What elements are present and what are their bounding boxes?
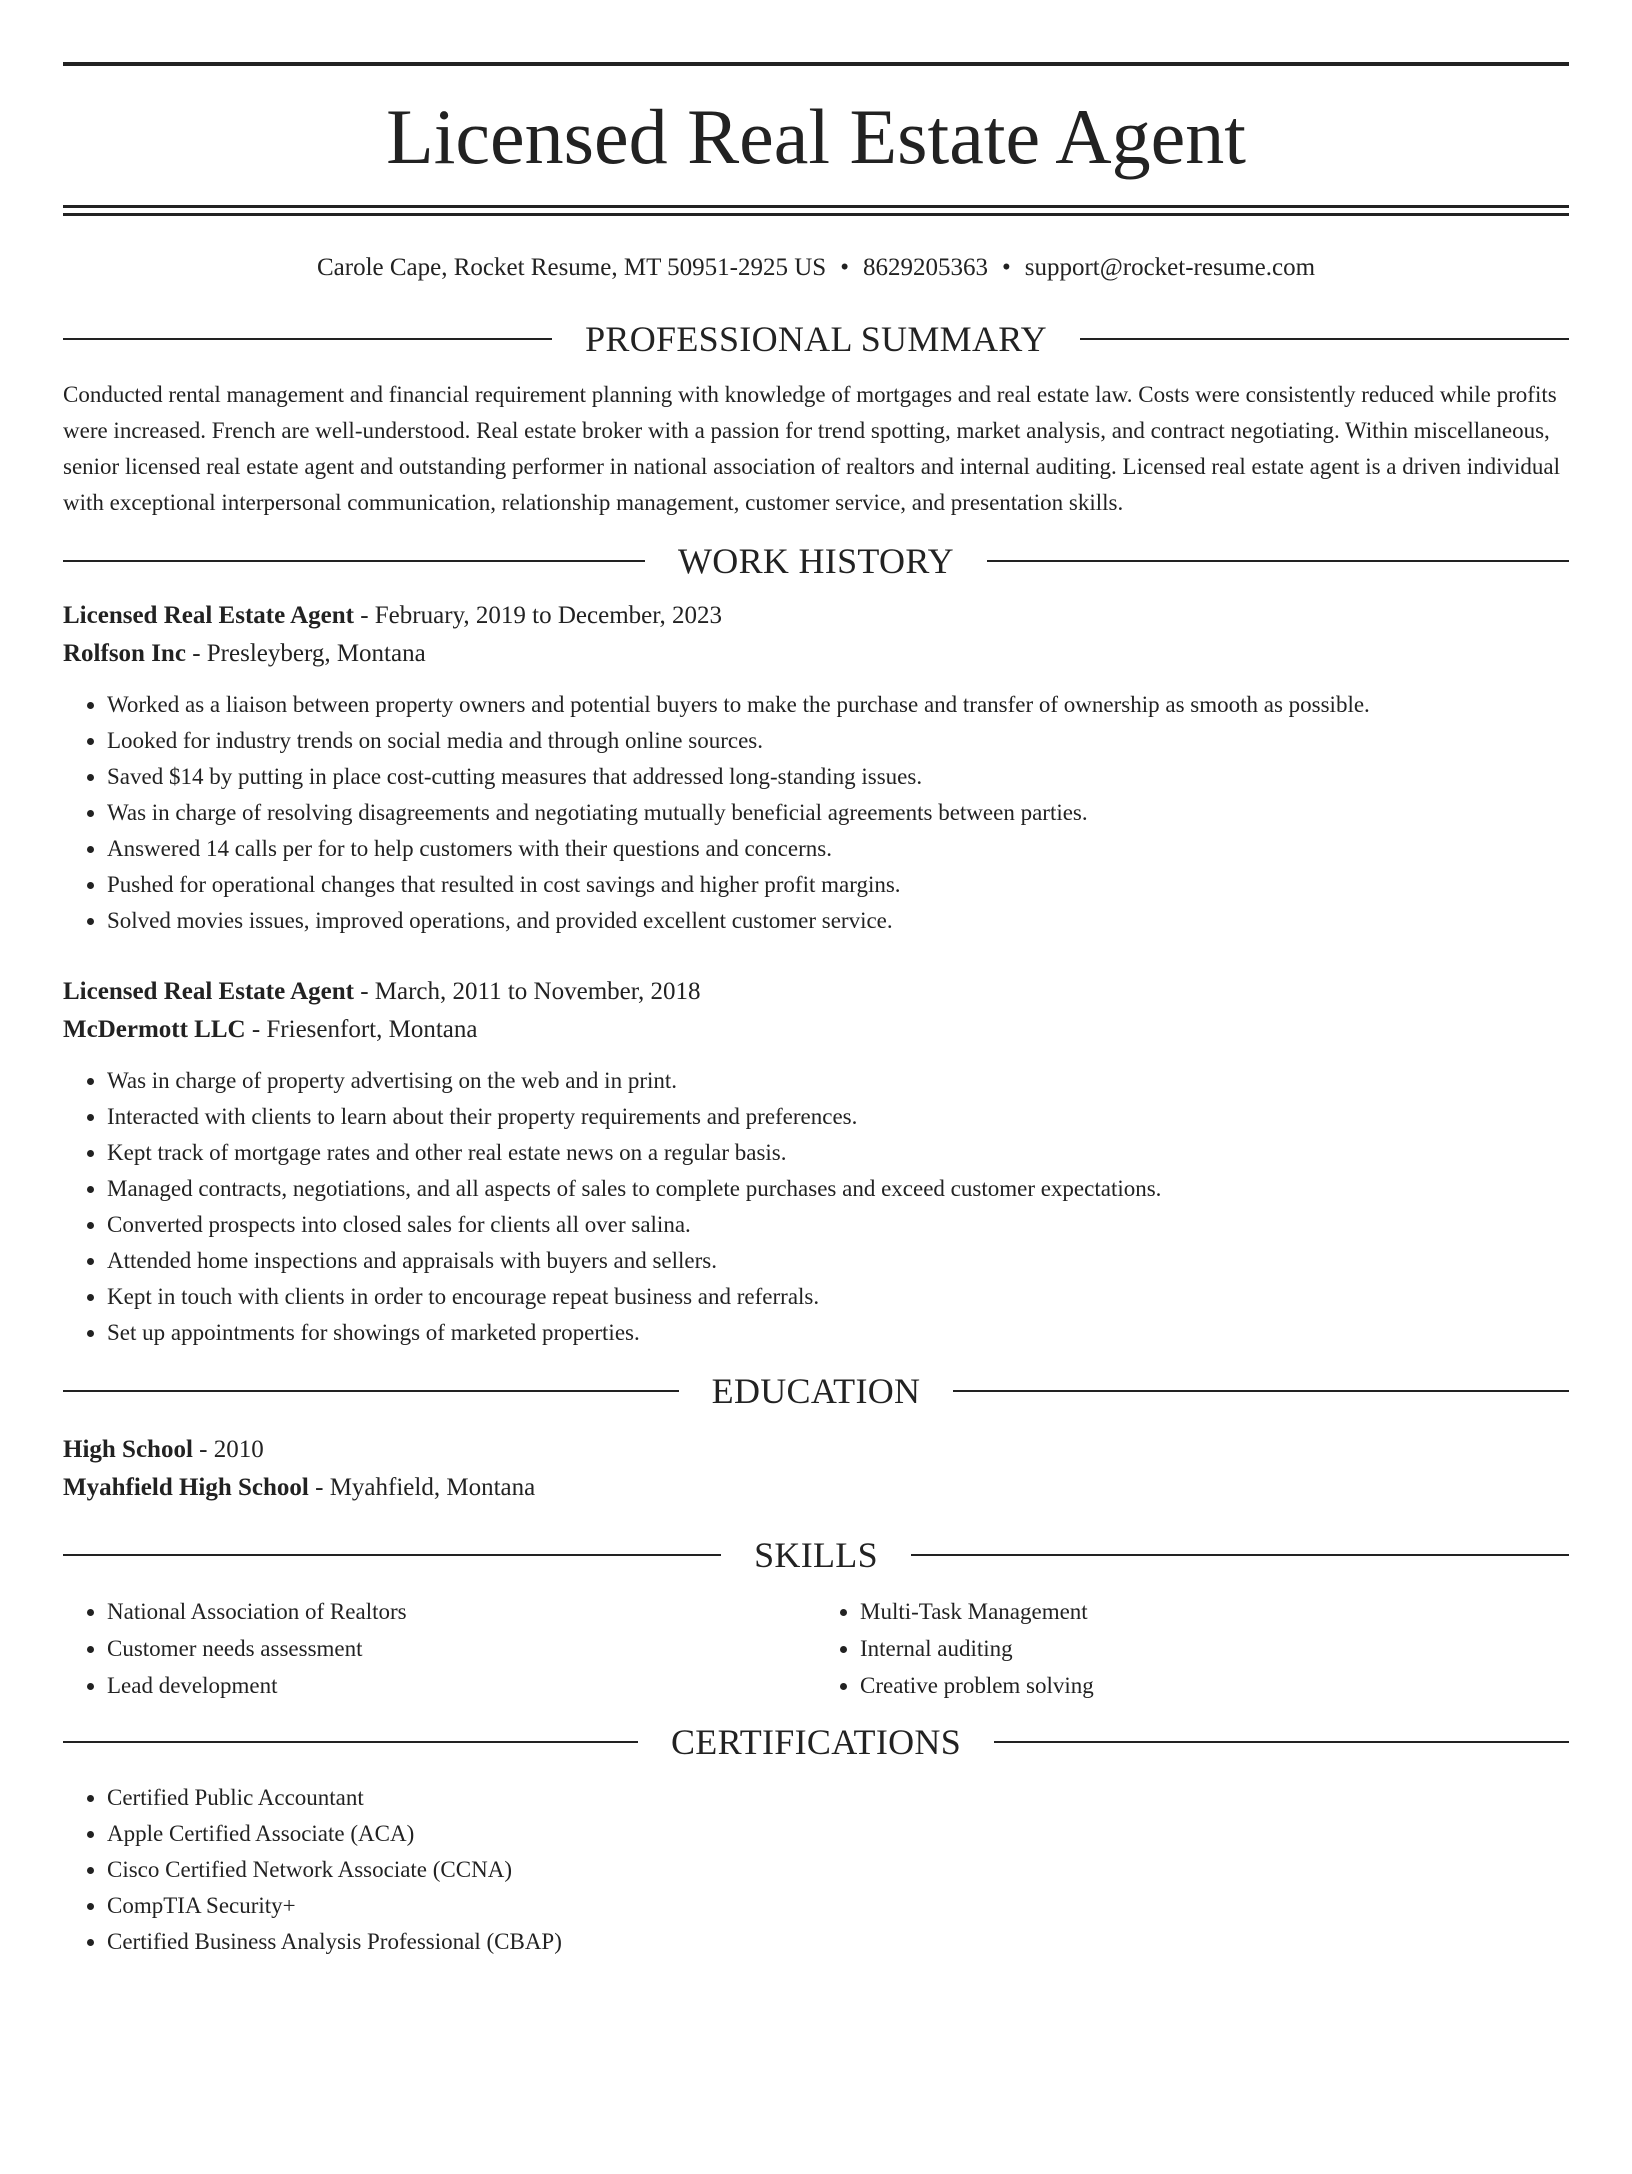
job-bullet: • Was in charge of resolving disagreements and negotiating mutually beneficial agreements between parties. (107, 795, 1569, 831)
heading-rule (953, 1390, 1569, 1392)
heading-rule (63, 1554, 721, 1556)
job-bullet: • Worked as a liaison between property owners and potential buyers to make the purchase and transfer of ownership as smooth as possible. (107, 687, 1569, 723)
job-title-line (63, 973, 1569, 1011)
heading-rule (63, 1390, 679, 1392)
job-company-line (63, 1011, 1569, 1049)
education-school: Myahfield High School (63, 1474, 309, 1501)
job-bullet: • Kept track of mortgage rates and other real estate news on a regular basis. (107, 1135, 1569, 1171)
heading-rule (63, 338, 552, 340)
job-title: Licensed Real Estate Agent (63, 602, 354, 629)
job-bullet: • Pushed for operational changes that resulted in cost savings and higher profit margins. (107, 867, 1569, 903)
contact-email: support@rocket-resume.com (1024, 254, 1316, 281)
contact-separator: • (1001, 254, 1011, 281)
skill-item: • Creative problem solving (860, 1667, 1569, 1704)
resume-title: Licensed Real Estate Agent (386, 93, 1246, 180)
job-bullets (63, 687, 1569, 939)
section-title: WORK HISTORY (678, 541, 954, 581)
section-heading-education (63, 1369, 1569, 1413)
skill-item: • Customer needs assessment (107, 1630, 816, 1667)
contact-phone: 8629205363 (862, 254, 988, 281)
skill-item: • Lead development (107, 1667, 816, 1704)
job-location: - Presleyberg, Montana (185, 640, 426, 667)
education-year: - 2010 (192, 1436, 264, 1463)
certification-item: • Cisco Certified Network Associate (CCNA) (107, 1852, 1569, 1888)
job-bullet: • Set up appointments for showings of marketed properties. (107, 1315, 1569, 1351)
education-degree-line (63, 1431, 1569, 1469)
contact-address: Carole Cape, Rocket Resume, MT 50951-2925 US (316, 254, 827, 281)
job-entry (63, 597, 1569, 939)
education-location: - Myahfield, Montana (308, 1474, 536, 1501)
heading-rule (63, 1741, 638, 1743)
section-heading-certifications (63, 1720, 1569, 1764)
certification-item: • Certified Public Accountant (107, 1780, 1569, 1816)
education-degree: High School (63, 1436, 193, 1463)
education-entry (63, 1431, 1569, 1507)
job-bullets (63, 1063, 1569, 1351)
job-bullet: • Solved movies issues, improved operations, and provided excellent customer service. (107, 903, 1569, 939)
certifications-section (63, 1780, 1569, 1960)
heading-rule (987, 560, 1569, 562)
education-school-line (63, 1469, 1569, 1507)
section-title: PROFESSIONAL SUMMARY (585, 319, 1047, 359)
heading-rule (994, 1741, 1569, 1743)
job-title: Licensed Real Estate Agent (63, 978, 354, 1005)
job-bullet: • Converted prospects into closed sales for clients all over salina. (107, 1207, 1569, 1243)
section-heading-work-history (63, 539, 1569, 583)
job-dates: - March, 2011 to November, 2018 (353, 978, 701, 1005)
job-location: - Friesenfort, Montana (245, 1016, 478, 1043)
resume-page (0, 62, 1632, 2174)
job-bullet: • Attended home inspections and appraisals with buyers and sellers. (107, 1243, 1569, 1279)
certification-item: • CompTIA Security+ (107, 1888, 1569, 1924)
certifications-list (63, 1780, 1569, 1960)
skill-item: • National Association of Realtors (107, 1593, 816, 1630)
job-entry (63, 973, 1569, 1351)
certification-item: • Apple Certified Associate (ACA) (107, 1816, 1569, 1852)
job-company: McDermott LLC (63, 1016, 246, 1043)
job-bullet: • Managed contracts, negotiations, and all aspects of sales to complete purchases and exceed customer expectations. (107, 1171, 1569, 1207)
section-heading-skills (63, 1533, 1569, 1577)
job-bullet: • Interacted with clients to learn about their property requirements and preferences. (107, 1099, 1569, 1135)
job-company-line (63, 635, 1569, 673)
skill-item: • Internal auditing (860, 1630, 1569, 1667)
contact-separator: • (840, 254, 849, 281)
job-title-line (63, 597, 1569, 635)
heading-rule (63, 560, 645, 562)
heading-rule (1080, 338, 1569, 340)
heading-rule (911, 1554, 1569, 1556)
job-bullet: • Looked for industry trends on social media and through online sources. (107, 723, 1569, 759)
job-bullet: • Was in charge of property advertising on the web and in print. (107, 1063, 1569, 1099)
job-dates: - February, 2019 to December, 2023 (353, 602, 723, 629)
job-bullet: • Answered 14 calls per for to help customers with their questions and concerns. (107, 831, 1569, 867)
skills-list (63, 1593, 1569, 1704)
certification-item: • Certified Business Analysis Professional (CBAP) (107, 1924, 1569, 1960)
skills-column-right (816, 1593, 1569, 1704)
job-bullet: • Kept in touch with clients in order to encourage repeat business and referrals. (107, 1279, 1569, 1315)
job-company: Rolfson Inc (63, 640, 186, 667)
title-double-rule (63, 205, 1569, 216)
section-title: EDUCATION (711, 1371, 921, 1411)
section-title: SKILLS (754, 1535, 878, 1575)
skill-item: • Multi-Task Management (860, 1593, 1569, 1630)
section-heading-summary (63, 317, 1569, 361)
contact-line (63, 253, 1569, 283)
skills-column-left (63, 1593, 816, 1704)
job-bullet: • Saved $14 by putting in place cost-cutting measures that addressed long-standing issues. (107, 759, 1569, 795)
section-title: CERTIFICATIONS (670, 1722, 962, 1762)
summary-text: Conducted rental management and financial requirement planning with knowledge of mortgages and real estate law. Costs were consistently reduced while profits were increased. French are well-understood. Real estate broker with a passion for trend spotting, market analysis, and contract negotiating. Within miscellaneous, senior licensed real estate agent and outstanding performer in national association of realtors and internal auditing. Licensed real estate agent is a driven individual with exceptional interpersonal communication, relationship management, customer service, and presentation skills. (63, 382, 1561, 515)
